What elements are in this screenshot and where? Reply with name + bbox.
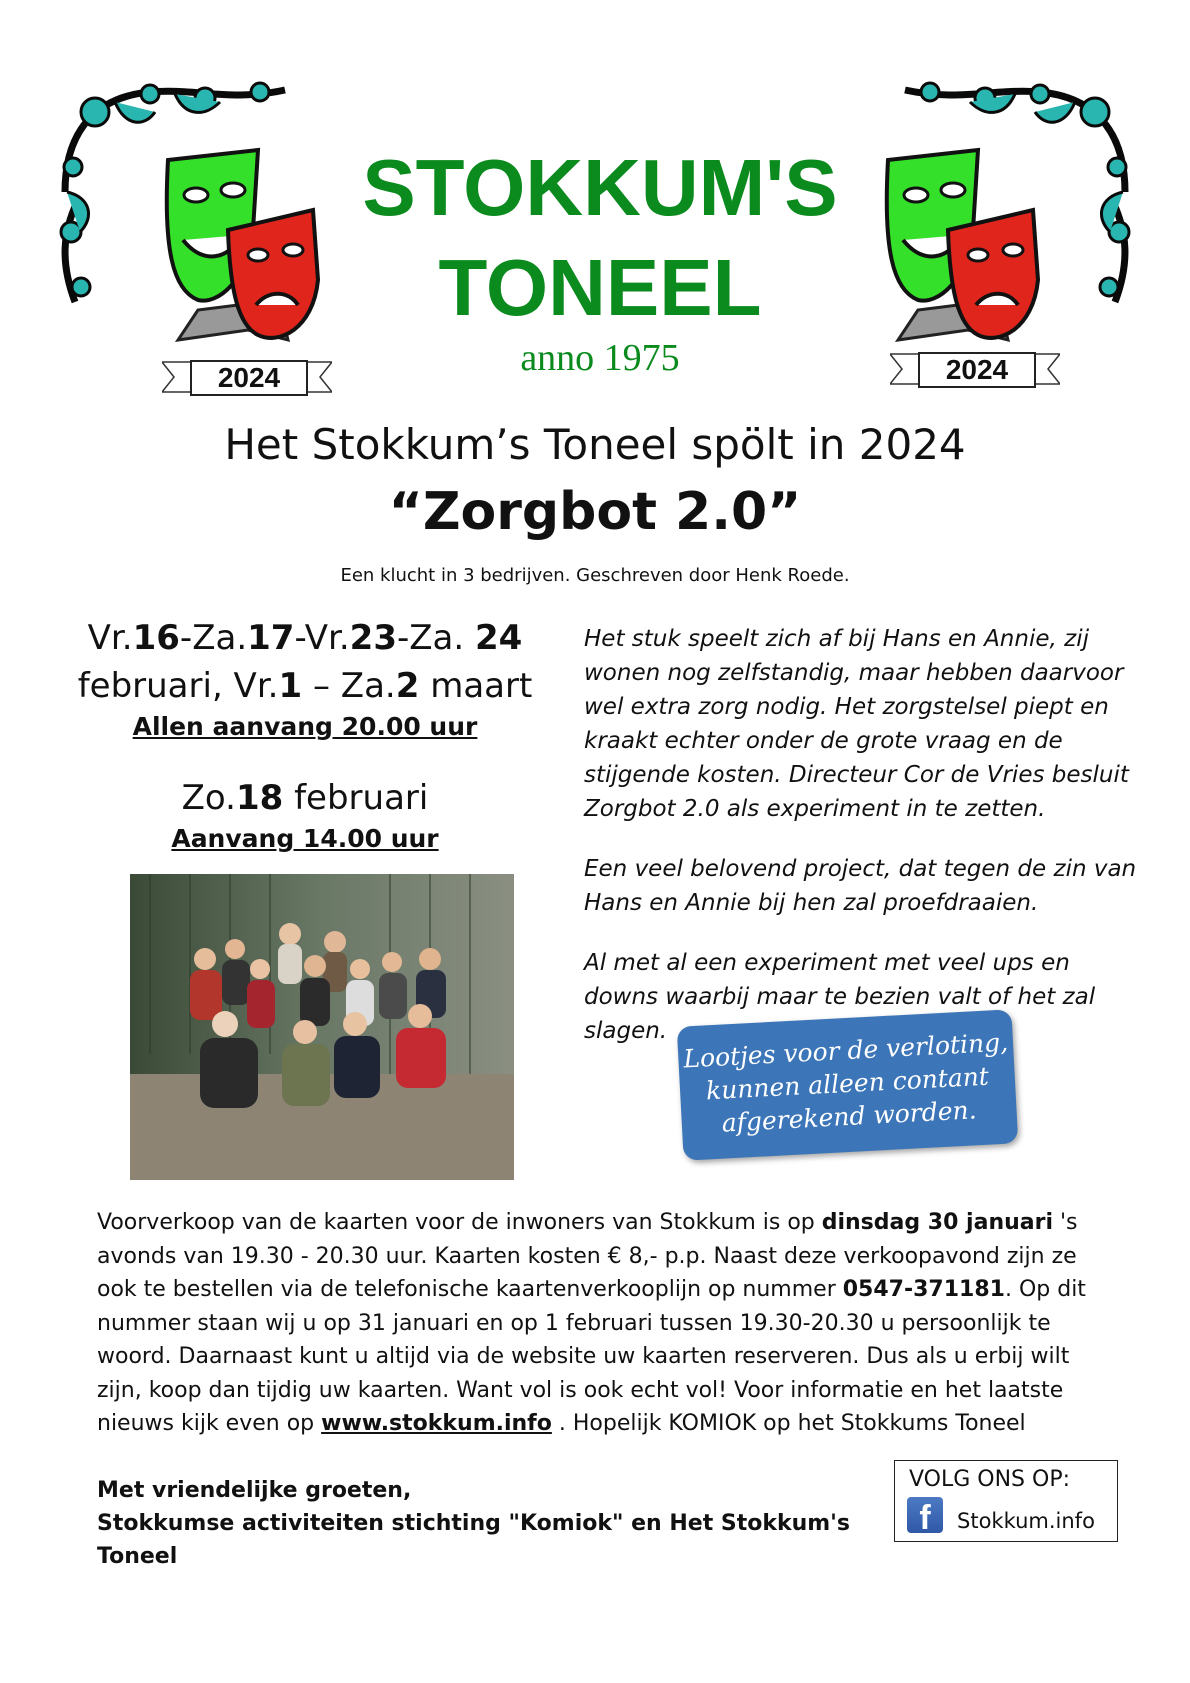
closing-greeting — [97, 1474, 897, 1573]
raffle-note-line: afgerekend worden. — [721, 1095, 978, 1138]
info-text: Voorverkoop van de kaarten voor de inwoners van Stokkum is op — [97, 1210, 822, 1235]
info-date: dinsdag 30 januari — [821, 1210, 1054, 1235]
dates-line-3 — [60, 774, 550, 822]
raffle-note-line: Lootjes voor de verloting, — [682, 1027, 1009, 1074]
raffle-note-line: kunnen alleen contant — [705, 1061, 990, 1106]
start-time-evening: Allen aanvang 20.00 uur — [132, 712, 478, 741]
byline: Een klucht in 3 bedrijven. Geschreven door Henk Roede. — [340, 565, 850, 586]
date-text: Vr. — [87, 618, 133, 658]
phone-number: 0547-371181 — [842, 1277, 1005, 1302]
title-line-1: STOKKUM'S — [362, 143, 838, 232]
start-time-matinee: Aanvang 14.00 uur — [171, 824, 439, 853]
date-day: 18 — [235, 778, 284, 818]
year-ribbon-right — [890, 348, 1060, 390]
date-day: 1 — [278, 666, 303, 706]
date-day: 17 — [247, 618, 295, 658]
year-label: 2024 — [190, 360, 308, 396]
group-photo-illustration — [130, 874, 514, 1180]
year-ribbon-left — [162, 356, 332, 398]
follow-us-box — [894, 1460, 1118, 1542]
website-link[interactable]: www.stokkum.info — [321, 1411, 552, 1436]
date-text: -Vr. — [294, 618, 350, 658]
closing-line-2: Stokkumse activiteiten stichting "Komiok" en Het Stokkum's Toneel — [97, 1511, 851, 1569]
date-day: 16 — [132, 618, 180, 658]
story-paragraph-1: Het stuk speelt zich af bij Hans en Annie, zij wonen nog zelfstandig, maar hebben daarvoor wel extra zorg nodig. Het zorgstelsel piept en kraakt echter onder de grote vraag en de stijgende kosten. Directeur Cor de Vries besluit Zorgbot 2.0 als experiment in te zetten. — [584, 626, 1129, 822]
date-text: -Za. — [396, 618, 475, 658]
group-photo — [130, 874, 514, 1180]
closing-line-1: Met vriendelijke groeten, — [97, 1478, 412, 1503]
follow-label: VOLG ONS OP: — [909, 1467, 1071, 1492]
date-text: maart — [419, 666, 533, 706]
date-text: februari, Vr. — [77, 666, 279, 706]
performance-dates-matinee — [60, 774, 550, 856]
theatre-masks-right-icon — [878, 140, 1048, 350]
date-day: 23 — [349, 618, 397, 658]
info-text: 's avonds van 19.30 - 20.30 uur. Kaarten kosten € 8,- p.p. Naast deze verkoopavond zijn ze ook te bestellen via de telefonische kaartenverkooplijn op nummer — [97, 1210, 1078, 1302]
story-paragraph-2: Een veel belovend project, dat tegen de zin van Hans en Annie bij hen zal proefdraaien. — [584, 856, 1137, 916]
date-text: -Za. — [179, 618, 248, 658]
date-text: Zo. — [181, 778, 236, 818]
performance-dates — [60, 614, 550, 744]
play-title: “Zorgbot 2.0” — [388, 482, 802, 542]
facebook-page-name: Stokkum.info — [957, 1509, 1095, 1533]
dates-line-2 — [60, 662, 550, 710]
year-label: 2024 — [918, 352, 1036, 388]
ticket-info — [97, 1206, 1107, 1441]
date-day: 2 — [395, 666, 420, 706]
date-text: – Za. — [302, 666, 396, 706]
story-paragraph-3: Al met al een experiment met veel ups en downs waarbij maar te bezien valt of het zal slagen. — [584, 950, 1096, 1044]
info-text: . Hopelijk KOMIOK op het Stokkums Toneel — [551, 1411, 1026, 1436]
title-line-2: TONEEL — [438, 243, 762, 332]
dates-line-1 — [60, 614, 550, 662]
date-day: 24 — [475, 618, 523, 658]
raffle-note — [677, 1009, 1019, 1160]
subtitle: Het Stokkum’s Toneel spölt in 2024 — [224, 420, 966, 469]
date-text: februari — [283, 778, 429, 818]
facebook-icon[interactable]: f — [907, 1497, 943, 1533]
info-text: . Op dit nummer staan wij u op 31 januari en op 1 februari tussen 19.30-20.30 u persoonlijk te woord. Daarnaast kunt u altijd via de website uw kaarten reserveren. Dus als u erbij wilt zijn, koop dan tijdig uw kaarten. Want vol is ook echt vol! Voor informatie en het laatste nieuws kijk even op — [97, 1277, 1086, 1436]
anno-label: anno 1975 — [520, 337, 680, 379]
